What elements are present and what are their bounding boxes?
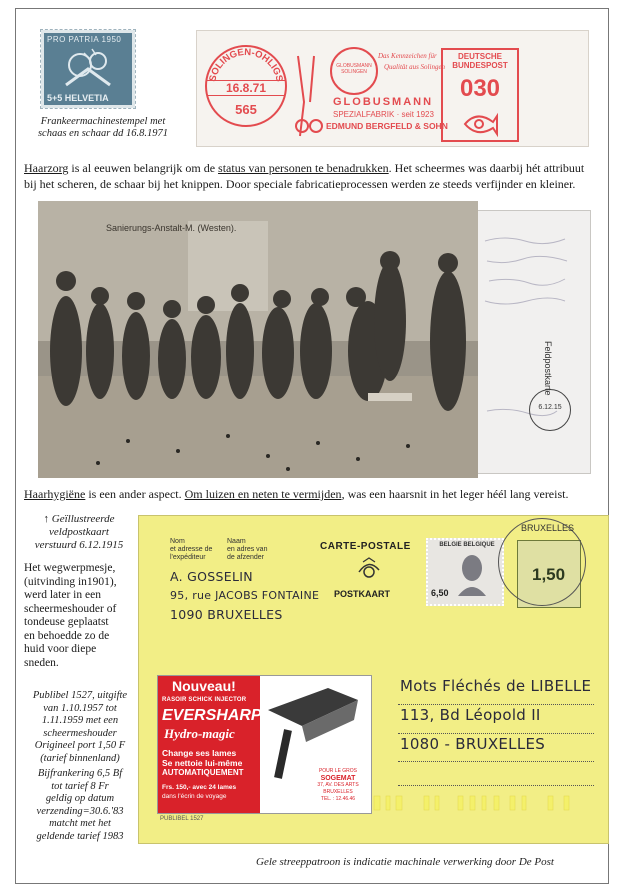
ad-model: Hydro-magic <box>164 726 235 741</box>
body-line: (uitvinding in1901), <box>24 575 117 588</box>
footer-caption: Gele streeppatroon is indicatie machinale verwerking door De Post <box>256 856 554 868</box>
slogan-1: Das Kennzeichen für <box>378 52 437 60</box>
baudouin-stamp <box>426 538 504 606</box>
keyword-status: status van personen te benadrukken <box>218 161 389 175</box>
printed-stamp-value: 1,50 <box>532 565 566 584</box>
razor-illustration-icon <box>258 680 368 780</box>
barber-photo <box>38 201 478 478</box>
ad-change2: Se nettoie lui-même <box>162 758 243 768</box>
feldpostkarte-label: Feldpostkarte <box>543 341 553 396</box>
caption-line: ↑ Geïllustreerde <box>43 513 115 525</box>
label-line: Nom <box>170 538 185 545</box>
body-line: Het wegwerpmesje, <box>24 562 116 574</box>
agent-line: TEL. : 12.46.46 <box>320 796 356 802</box>
text-run: , was een haarsnit in het leger héél lang vereist. <box>341 487 569 501</box>
caption-line: verstuurd 6.12.1915 <box>34 539 124 551</box>
keyword-haarzorg: Haarzorg <box>24 161 69 175</box>
label-line: et adresse de <box>170 546 213 553</box>
publibel-code: PUBLIBEL 1527 <box>160 816 204 822</box>
keyword-haarhygiene: Haarhygiëne <box>24 487 86 501</box>
photo-title: Sanierungs-Anstalt-M. (Westen). <box>106 223 237 233</box>
body-line: sneden. <box>24 656 59 669</box>
address-line <box>398 733 594 734</box>
soldiers-scene <box>38 201 478 478</box>
recipient-line: 1080 - BRUXELLES <box>400 735 546 753</box>
postkaart-title: POSTKAART <box>334 589 390 599</box>
feldpost-cancel-date: 6.12.15 <box>538 404 562 411</box>
cancel-town: BRUXELLES <box>521 523 575 533</box>
recipient-line: Mots Fléchés de LIBELLE <box>400 677 592 695</box>
country-label: DEUTSCHE BUNDESPOST <box>452 52 508 70</box>
body-line: huid voor diepe <box>24 643 97 655</box>
agent-line: POUR LE GROS <box>318 768 358 774</box>
feldpost-caption <box>24 513 134 552</box>
paragraph-haarzorg-line2: bij het scheren, de schaar bij het knippen. Door speciale fabricatieprocessen werden ze steeds verfijnder en kleiner. <box>24 177 576 191</box>
caption-line: Origineel port 1,50 F <box>34 740 126 751</box>
caption-line: matcht met het <box>49 818 111 829</box>
caption-line: tot tarief 8 Fr <box>51 780 109 792</box>
caption-line: van 1.10.1957 tot <box>43 702 117 714</box>
wegwerpmesje-text <box>24 562 136 670</box>
address-line <box>398 785 594 786</box>
stamp-header: PRO PATRIA 1950 <box>47 35 122 44</box>
ad-change1: Change ses lames <box>162 748 237 758</box>
label-line: en adres van <box>227 546 268 553</box>
keyword-luizen: Om luizen en neten te vermijden <box>184 487 342 501</box>
label-line: l'expéditeur <box>170 554 206 561</box>
sender-line: 1090 BRUXELLES <box>170 607 283 622</box>
recipient-line: 113, Bd Léopold II <box>400 706 541 724</box>
caption-line: geldig op datum <box>45 793 115 804</box>
caption-line: veldpostkaart <box>49 526 109 538</box>
postmark <box>205 45 287 127</box>
text-run: is al eeuwen belangrijk om de <box>68 161 219 175</box>
caption-line: (tarief binnenland) <box>40 752 120 764</box>
carte-postale-title: CARTE-POSTALE <box>320 541 411 552</box>
stamp-value: 6,50 <box>431 588 449 598</box>
address-line <box>398 704 594 705</box>
caption-line: Bijfrankering 6,5 Bf <box>37 768 123 779</box>
ad-price2: dans l'écrin de voyage <box>162 793 227 800</box>
ad-price1: Frs. 150,- avec 24 lames <box>162 784 237 791</box>
sender-address <box>170 567 319 624</box>
meter-value: 030 <box>459 75 501 102</box>
posthorn-icon <box>463 112 499 138</box>
stamp-caption <box>28 116 178 140</box>
address-line <box>398 761 594 762</box>
caption-line: schaas en schaar dd 16.8.1971 <box>37 128 169 139</box>
caption-line: 1.11.1959 met een <box>41 715 119 726</box>
ad-agent <box>308 768 368 803</box>
label-line: Naam <box>227 538 246 545</box>
ad-nouveau: Nouveau! <box>172 678 236 694</box>
ad-auto: AUTOMATIQUEMENT <box>162 768 244 777</box>
paragraph-haarhygiene <box>24 487 614 502</box>
postmark-town: SOLINGEN-OHLIGS <box>207 46 285 83</box>
feldpost-cancel <box>529 389 571 431</box>
agent-line: BRUXELLES <box>323 789 353 795</box>
handwriting-scribble <box>475 211 590 473</box>
publibel-caption <box>22 690 138 765</box>
label-line: de afzender <box>227 554 264 561</box>
company-line3: EDMUND BERGFELD & SOHN <box>326 121 448 131</box>
recipient-address <box>400 672 591 759</box>
razor-scissors-icon <box>292 52 326 138</box>
text-run: is een ander aspect. <box>85 487 185 501</box>
postmark-date: 16.8.71 <box>207 80 285 96</box>
eversharp-ad <box>157 675 372 814</box>
ad-rasoir: RASOIR SCHICK INJECTOR <box>162 697 247 703</box>
bijfrankering-caption <box>22 768 138 843</box>
logo-text: GLOBUSMANN SOLINGEN <box>336 63 372 75</box>
belgian-posthorn-icon <box>355 556 383 584</box>
stamp-footer: 5+5 HELVETIA <box>47 93 109 103</box>
body-line: en behoedde zo de <box>24 629 110 642</box>
body-line: werd later in een <box>24 589 101 601</box>
slogan-2: Qualität aus Solingen <box>384 63 446 71</box>
phosphor-bar-pattern <box>372 794 600 812</box>
paragraph-haarzorg <box>24 161 604 176</box>
text-run: . Het scheermes was daarbij hét attribuut <box>388 161 585 175</box>
body-line: tondeuse geplaatst <box>24 616 109 628</box>
caption-line: scheermeshouder <box>43 727 117 739</box>
bruxelles-cancel <box>498 518 586 606</box>
company-line2: SPEZIALFABRIK · seit 1923 <box>333 110 434 119</box>
sender-line: A. GOSSELIN <box>170 569 253 584</box>
caption-line: verzending=30.6.'83 <box>36 805 124 817</box>
ad-brand: EVERSHARP <box>162 707 262 724</box>
body-line: scheermeshouder of <box>24 602 117 615</box>
svg-text:SOLINGEN-OHLIGS <box>207 47 284 83</box>
stamp-country-label: BELGIE BELGIQUE <box>439 542 495 548</box>
scissors-razor-icon <box>58 45 118 91</box>
globusmann-logo <box>330 47 378 95</box>
sender-label-nl <box>227 538 267 562</box>
meter-value-box <box>441 48 519 142</box>
agent-line: SOGEMAT <box>320 775 356 782</box>
sender-line: 95, rue JACOBS FONTAINE <box>170 589 320 602</box>
sender-label-fr <box>170 538 212 562</box>
caption-line: geldende tarief 1983 <box>36 830 124 842</box>
caption-line: Frankeermachinestempel met <box>40 116 166 127</box>
company-name: GLOBUSMANN <box>333 96 434 108</box>
feldpostkarte-back <box>474 210 591 474</box>
helvetia-stamp <box>41 30 135 108</box>
agent-line: 37, AV. DES ARTS <box>317 782 359 788</box>
postmark-number: 565 <box>235 102 257 117</box>
king-portrait-icon <box>454 550 490 596</box>
caption-line: Publibel 1527, uitgifte <box>32 690 128 701</box>
